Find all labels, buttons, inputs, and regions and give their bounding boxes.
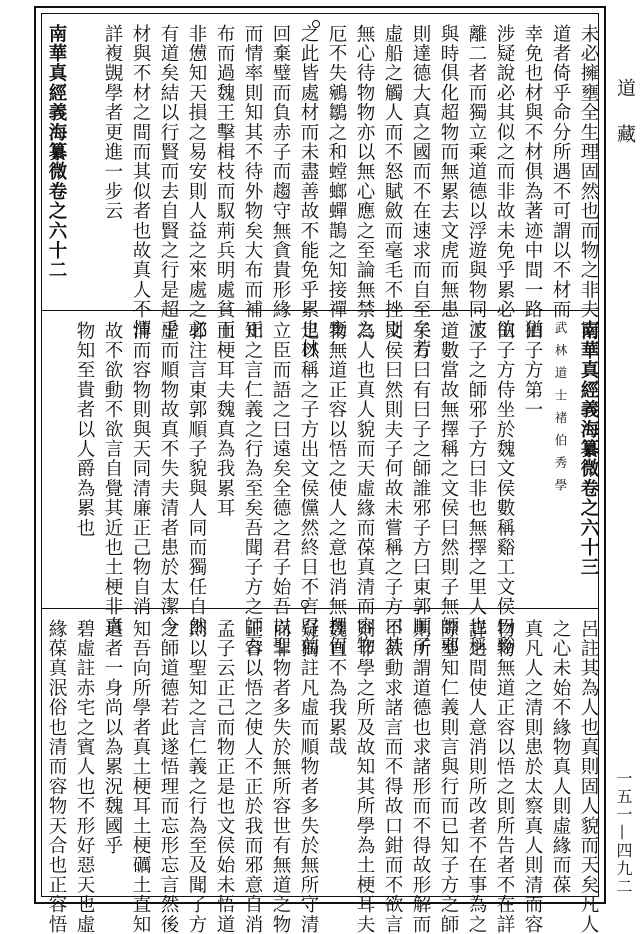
text-column: 際聖知仁義則言與行而已知子方之師 <box>438 619 459 934</box>
section-top <box>42 14 599 359</box>
text-column: 碧虛註赤宅之賓人也不形好惡天也虛 <box>74 619 95 934</box>
text-column: 立臣而語之曰遠矣全德之君子始吾以聖 <box>270 321 291 656</box>
volume-title-column: 南華真經義海纂微卷之六十二 <box>46 24 67 281</box>
text-column: 之心未始不緣物真人則虛緣而葆 <box>550 619 571 895</box>
text-column: 物知至貴者以人爵為累也 <box>74 321 95 538</box>
text-column: 田子方第一 <box>522 321 543 420</box>
section-middle <box>42 311 599 656</box>
text-column: 真凡人之清則患於太察真人則清而容 <box>522 619 543 934</box>
text-column: 而情率則知其不待外物矣大布而補正 <box>242 24 263 340</box>
text-column: 則所謂道德也求諸形而不得故形解而 <box>410 619 431 934</box>
text-column: 詳之間使人意消則所改者不在事為之 <box>466 619 487 934</box>
text-column: 虛船之觸人而不怒賦斂而毫毛不挫則 <box>382 24 403 340</box>
text-column: 物無道正容以悟之使人之意也消無擇何 <box>326 321 347 656</box>
text-column: 故不欲動不欲言自覺其近也土梗非真 <box>102 321 123 637</box>
text-column: 郭注言東郭順子貌與人同而獨任自然 <box>186 321 207 637</box>
text-column: 物物無道正容以悟之則所告者不在詳 <box>494 619 515 934</box>
text-column: 虛而順物故真不失夫清者患於太潔今 <box>158 321 179 637</box>
text-column: 而非物者多失於無所容世有無道之物 <box>270 619 291 934</box>
text-column: 材與不材之間而其似者也故真人不憚 <box>130 24 151 340</box>
text-column: 布而過魏王擊楫枝而馭荊兵明處貧而 <box>214 24 235 340</box>
text-column: 清而容物則與天同清廉正己物自消 <box>130 321 151 617</box>
text-column: 魏直不為我累哉 <box>326 619 347 757</box>
text-column: 之師道德若此遂悟理而忘形忘言然後 <box>158 619 179 934</box>
text-column: 則以聖知之言仁義之行為至及聞子方 <box>186 619 207 934</box>
text-column: 與時俱化超物而無累去文虎而無患 <box>438 24 459 320</box>
page-inner-frame <box>41 13 599 934</box>
text-column: 離二者而獨立乘道德以浮遊與物同波 <box>466 24 487 340</box>
text-column: 則達德大真之國而不在速求而自至矣若 <box>410 24 431 359</box>
text-column: 田子方侍坐於魏文侯數稱谿工文侯曰谿 <box>494 321 515 656</box>
text-column: 足以稱之子方出文侯儻然終日不言召前 <box>298 321 319 656</box>
text-column: 疑獨註凡虛而順物者多失於無所守清 <box>298 619 319 934</box>
page-frame <box>34 6 606 934</box>
text-column: 非憊知天損之易安則人益之來處之必 <box>186 24 207 340</box>
section-marker-circle <box>301 600 309 608</box>
text-column: 工子之師邪子方曰非也無擇之里人也稱 <box>466 321 487 656</box>
text-column: 幸免也材與不材俱為著迹中間一路猶 <box>522 24 543 340</box>
text-column: 則非學之所及故知其所學為土梗耳夫 <box>354 619 375 934</box>
text-column: 子方曰有曰子之師誰邪子方曰東郭順子 <box>410 321 431 656</box>
text-column: 道者一身尚以為累況魏國乎 <box>102 619 123 856</box>
text-column: 未必擁壅全生理固然也而物之非夫窮 <box>578 24 599 340</box>
text-column: 不欲動求諸言而不得故口鉗而不欲言 <box>382 619 403 934</box>
text-column: 詳複覬學者更進一步云 <box>102 24 123 221</box>
text-column: 文侯曰然則夫子何故未嘗稱之子方曰其 <box>382 321 403 656</box>
text-column: 為人也真人貌而天虛緣而葆真清而容物 <box>354 321 375 656</box>
section-bottom <box>42 609 599 934</box>
text-column: 涉疑說必其似之而非故未免乎累必欲 <box>494 24 515 340</box>
text-column: 土梗耳夫魏真為我累耳 <box>214 321 235 518</box>
text-column: 道數當故無擇稱之文侯曰然則子無師邪 <box>438 321 459 656</box>
margin-collection-label: 道 <box>614 78 636 107</box>
text-column: 知吾向所學者真土梗耳土梗礪土直知 <box>130 619 151 934</box>
text-column: 正容以悟之使人不正於我而邪意自消 <box>242 619 263 934</box>
text-column: 知之言仁義之行為至矣吾聞子方之師吾 <box>242 321 263 656</box>
text-column: 回棄璧而負赤子而趨守無貪貴形緣 <box>270 24 291 320</box>
text-column: 武林道士褚伯秀學 <box>553 321 568 501</box>
volume-title-column: 南華真經義海纂微卷之六十三 <box>578 321 599 578</box>
text-column: 無心待物物亦以無心應之至論無禁之 <box>354 24 375 340</box>
section-marker-circle <box>312 20 320 28</box>
text-column: 有道矣結以行賢而去自賢之行是超乎 <box>158 24 179 340</box>
text-column: 之此皆處材而未盡善故不能免乎累也林 <box>298 24 319 359</box>
page-number: 一五一—四九二 <box>614 770 633 896</box>
text-column: 呂註其為人也真則固人貌而天矣凡人 <box>578 619 599 934</box>
text-column: 厄不失鵷鶵之和螳螂蟬鵲之知接禪棄 <box>326 24 347 340</box>
margin-series-label: 藏 <box>614 124 636 153</box>
text-column: 緣葆真泯俗也清而容物天合也正容悟 <box>46 619 67 934</box>
text-column: 道者倚乎命分所遇不可謂以不材而 <box>550 24 571 320</box>
text-column: 孟子云正己而物正是也文侯始未悟道 <box>214 619 235 934</box>
